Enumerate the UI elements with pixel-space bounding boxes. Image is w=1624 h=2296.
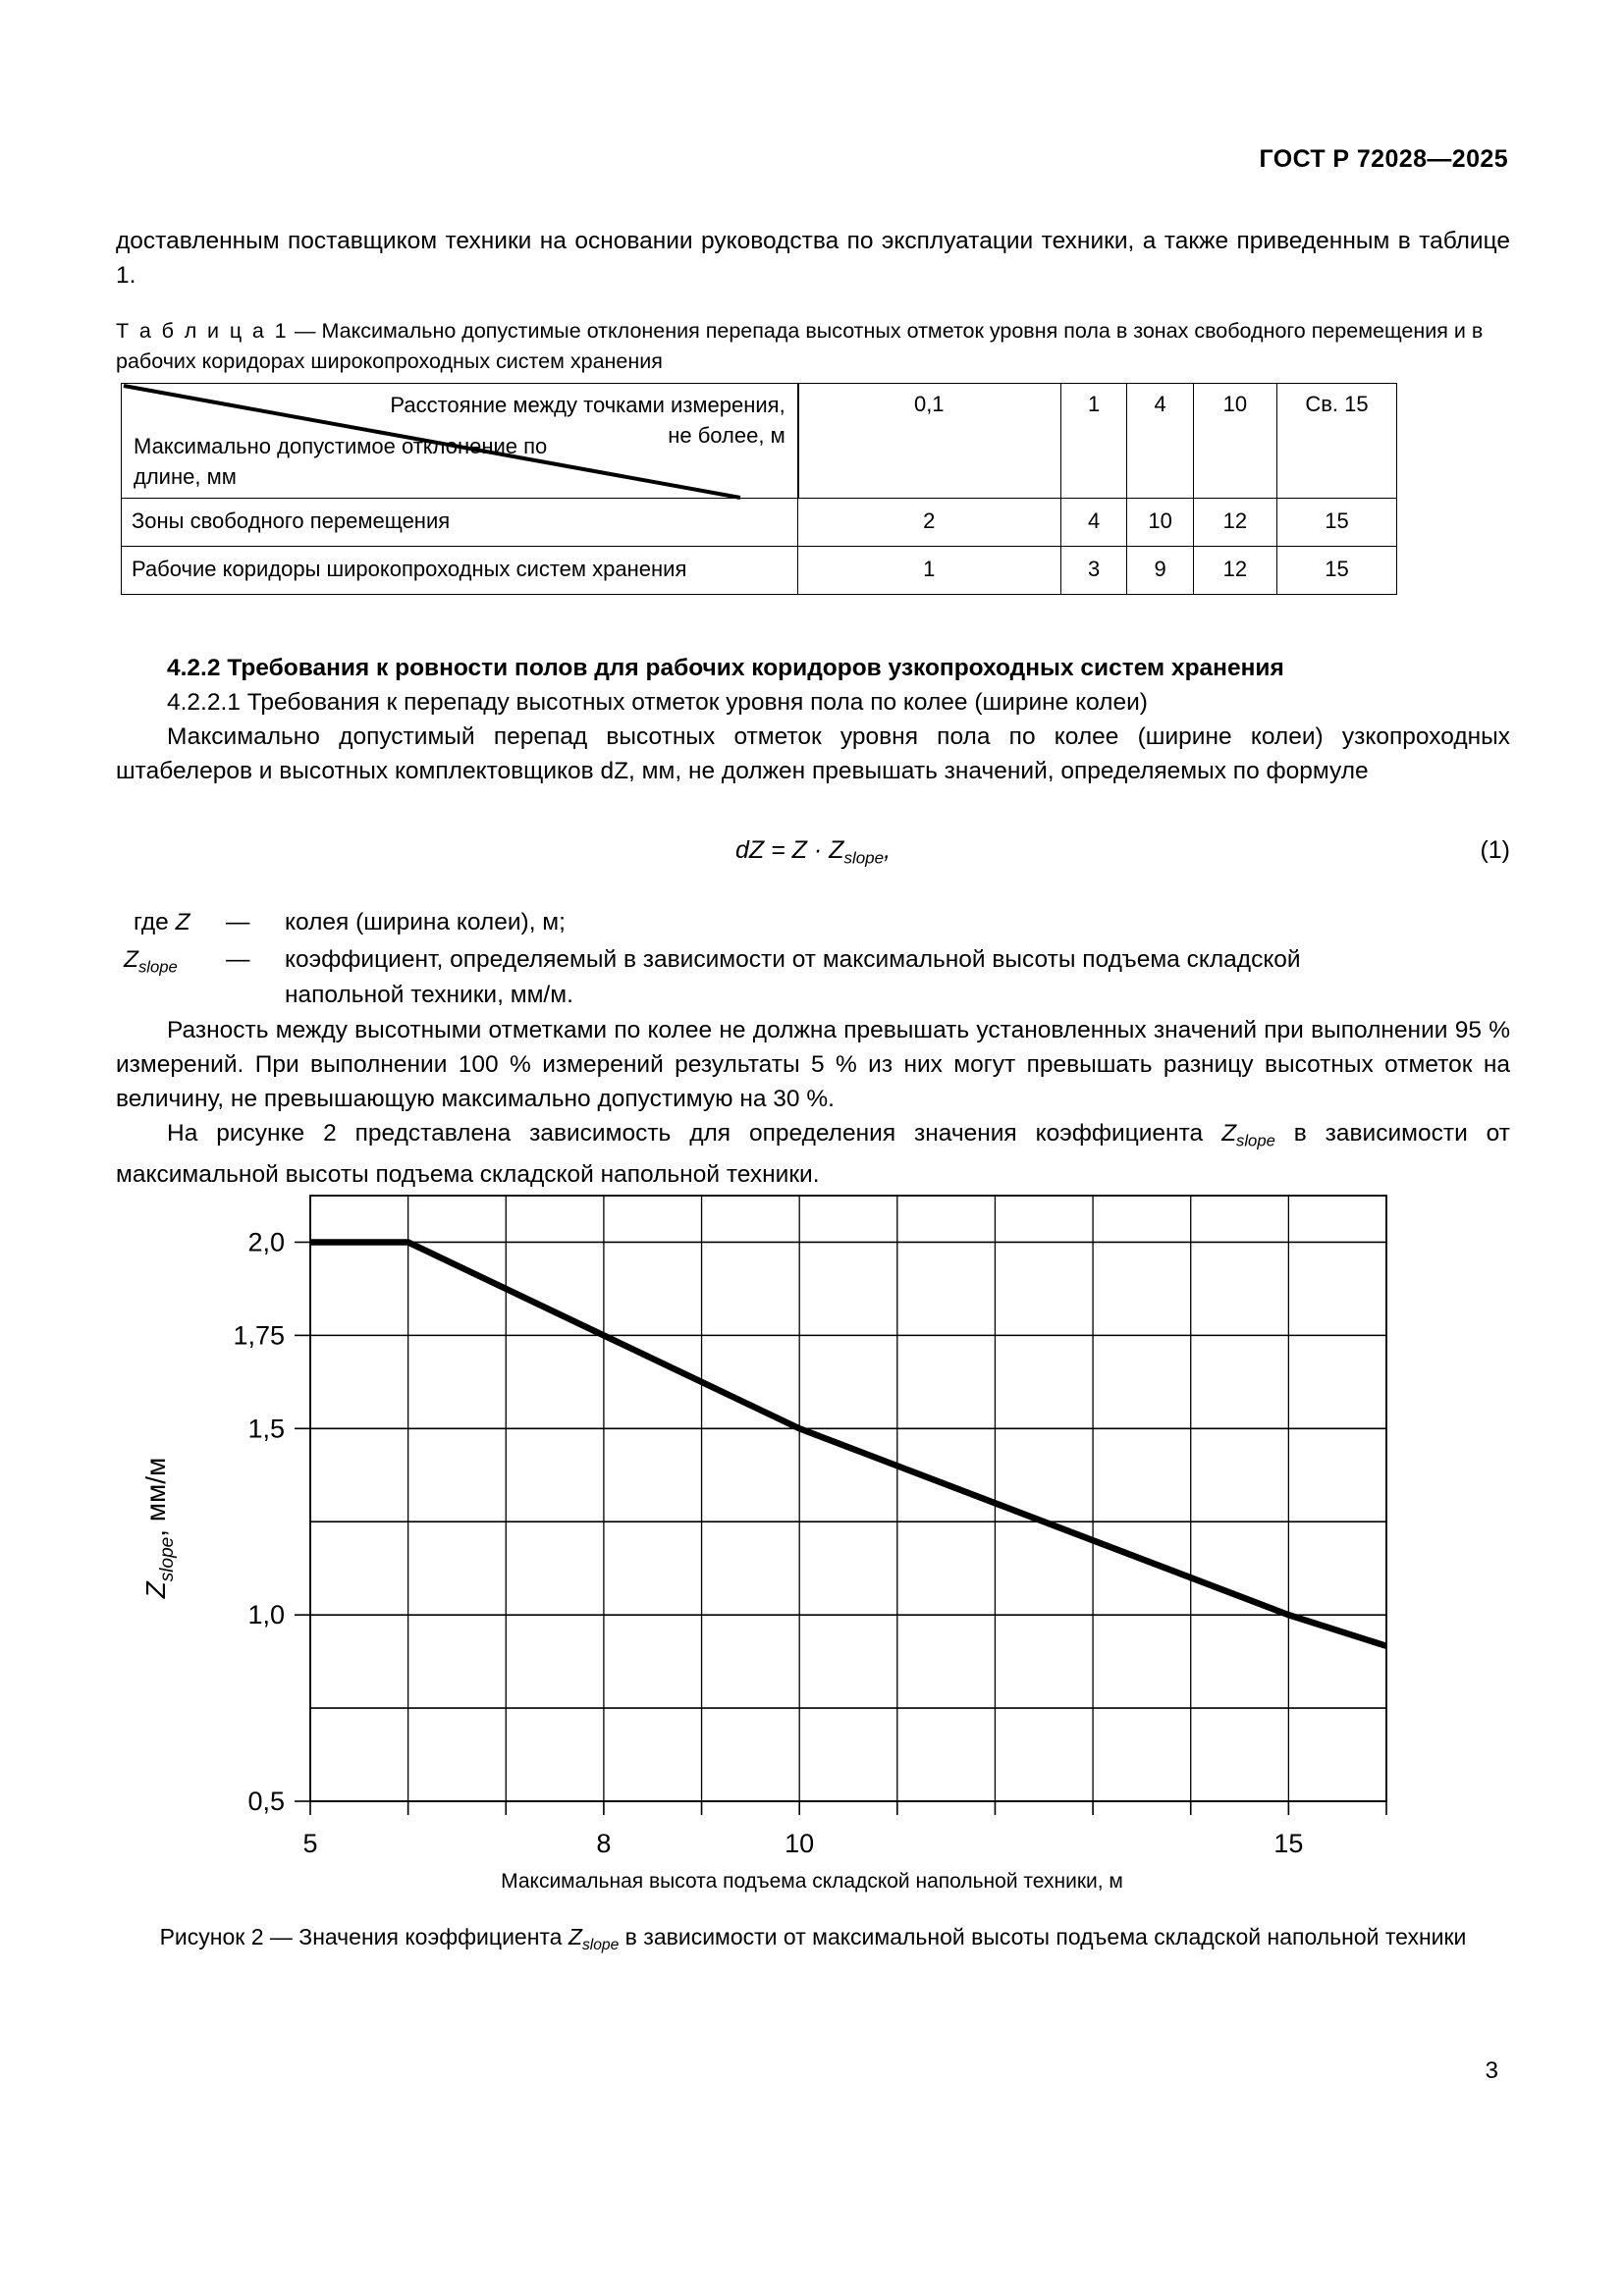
table1-row0-value-3: 12 [1193,499,1276,547]
section-heading-text: Требования к ровности полов для рабочих коридоров узкопроходных систем хранения [227,655,1284,681]
definition-item-1 [116,942,1510,1013]
chart-series-line [310,1242,1386,1645]
formula-number: (1) [1480,836,1510,864]
definition-dash-0: — [226,909,250,935]
definition-text-1 [285,942,1510,1013]
chart-y-tick-label: 1,0 [247,1600,285,1630]
table1-header-double-divider [798,384,802,498]
subsection-heading [116,685,1510,720]
subsection-text: Требования к перепаду высотных отметок уровня пола по колее (ширине колеи) [246,689,1148,716]
page-number: 3 [1485,2057,1498,2084]
chart-x-tick-labels [302,1829,1303,1858]
figure-caption-pre: Рисунок 2 — Значения коэффициента [159,1924,568,1949]
formula-intro-text: Максимально допустимый перепад высотных отметок уровня пола по колее (ширине колеи) узкопроходных штабелеров и высотных комплектовщиков dZ, мм, не должен превышать значений, определяемых по формуле [116,723,1510,784]
table1-row1-value-2: 9 [1127,547,1194,595]
table-row [122,499,1397,547]
figure-reference-pre: На рисунке 2 представлена зависимость для определения значения коэффициента [167,1120,1222,1147]
definition-item-0 [116,905,1510,940]
definition-text-0: колея (ширина колеи), м; [285,909,566,935]
measurement-paragraph [116,1013,1510,1116]
section-heading-block [116,651,1510,685]
figure-caption-post: в зависимости от максимальной высоты подъема складской напольной техники [619,1924,1467,1949]
formula-comma: , [884,836,892,864]
chart-xaxis-title: Максимальная высота подъема складской напольной техники, м [501,1870,1123,1893]
definition-symbol-1-subscript: slope [137,957,178,977]
document-standard-code: ГОСТ Р 72028—2025 [1259,145,1508,173]
table1-row1-label: Рабочие коридоры широкопроходных систем хранения [122,547,798,595]
table1-row0-value-0: 2 [797,499,1060,547]
chart-y-tick-label: 2,0 [247,1227,285,1257]
table1-col-header-4: Св. 15 [1276,384,1396,499]
formula-intro-block [116,720,1510,788]
subsection-number: 4.2.2.1 [167,689,241,716]
where-word: где [134,909,169,935]
section-heading [116,651,1510,685]
table1-col-header-0: 0,1 [797,384,1060,499]
symbol-definitions [116,905,1510,1015]
chart-x-tick-marks [310,1801,1386,1815]
table1-row0-value-4: 15 [1276,499,1396,547]
formula-intro-paragraph [116,720,1510,788]
table1-row1-value-0: 1 [797,547,1060,595]
chart-x-tick-label: 5 [302,1829,318,1858]
chart-y-tick-label: 0,5 [247,1787,285,1816]
chart-gridlines [310,1196,1386,1801]
formula-dot: · [813,836,823,864]
figure-caption-symbol-base: Z [568,1924,582,1949]
definition-dash-1: — [226,946,250,973]
table1-row0-label: Зоны свободного перемещения [122,499,798,547]
definition-symbol-0 [116,905,226,940]
figure-reference-symbol-base: Z [1221,1120,1237,1147]
chart-y-tick-labels [233,1227,285,1816]
table1-col-header-3: 10 [1193,384,1276,499]
figure-caption-symbol-subscript: slope [581,1937,620,1953]
formula-lhs: dZ [734,836,765,864]
table1 [121,383,1397,595]
definition-symbol-1 [116,942,226,1013]
table1-row1-value-3: 12 [1193,547,1276,595]
figure-2 [0,1168,1624,1890]
table1-row1-value-4: 15 [1276,547,1396,595]
figure-reference-symbol-subscript: slope [1236,1131,1275,1150]
table1-col-header-1: 1 [1060,384,1127,499]
intro-paragraph-block [116,224,1510,293]
table1-row0-value-2: 10 [1127,499,1194,547]
definition-symbol-1-base: Z [124,946,138,973]
chart-x-tick-label: 10 [785,1829,815,1858]
formula-factor2-base: Z [829,836,844,864]
subsection-heading-block [116,685,1510,720]
chart-y-tick-label: 1,5 [247,1414,285,1444]
formula-1 [116,836,1510,868]
chart-x-tick-label: 8 [596,1829,612,1858]
chart-x-tick-label: 15 [1273,1829,1304,1858]
formula-equals: = [771,836,785,864]
measurement-paragraph-block [116,1013,1510,1116]
chart-y-tick-label: 1,75 [233,1320,285,1351]
table1-caption [116,316,1510,377]
measurement-paragraph-text: Разность между высотными отметками по колее не должна превышать установленных значений при выполнении 95 % измерений. При выполнении 100 % измерений результаты 5 % из них могут превышать разницу высотных отметок на величину, не превышающую максимально допустимую на 30 %. [116,1017,1510,1112]
definition-text-1-line2: напольной техники, мм/м. [285,982,573,1008]
formula-expression [116,836,1510,868]
svg-text:Zslope, мм/м: $Z_{slope}$, мм/м [140,1457,178,1599]
table1-header-row [122,384,1397,499]
table1-row1-value-1: 3 [1060,547,1127,595]
figure-2-caption [116,1919,1510,1963]
zslope-line-chart [0,1168,1624,1885]
table1-wrapper [121,383,1397,595]
table1-diagonal-header-cell [122,384,798,499]
chart-yaxis-title [140,1458,178,1600]
definition-text-1-line1: коэффициент, определяемый в зависимости от максимальной высоты подъема складской [285,946,1301,973]
table1-col-header-2: 4 [1127,384,1194,499]
table1-header-distance-label: Расстояние между точками измерения, не более, м [390,393,785,448]
formula-factor2-subscript: slope [843,848,885,868]
chart-y-tick-marks [295,1242,310,1801]
section-heading-number: 4.2.2 [167,655,221,681]
table1-header-deviation-label: Максимально допустимое отклонение по длине, мм [134,434,548,489]
table1-caption-label: Т а б л и ц а 1 [116,319,290,343]
formula-factor2 [829,836,885,868]
formula-factor1: Z [791,836,807,864]
figure-reference-post: в зависимости от максимальной высоты подъема складской напольной техники. [116,1120,1510,1189]
table-row [122,547,1397,595]
table1-row0-value-1: 4 [1060,499,1127,547]
definition-symbol-0-base: Z [175,909,190,935]
intro-paragraph: доставленным поставщиком техники на основании руководства по эксплуатации техники, а также приведенным в таблице 1. [116,228,1510,289]
table1-caption-text: — Максимально допустимые отклонения перепада высотных отметок уровня пола в зонах свободного перемещения и в рабочих коридорах широкопроходных систем хранения [116,319,1484,373]
